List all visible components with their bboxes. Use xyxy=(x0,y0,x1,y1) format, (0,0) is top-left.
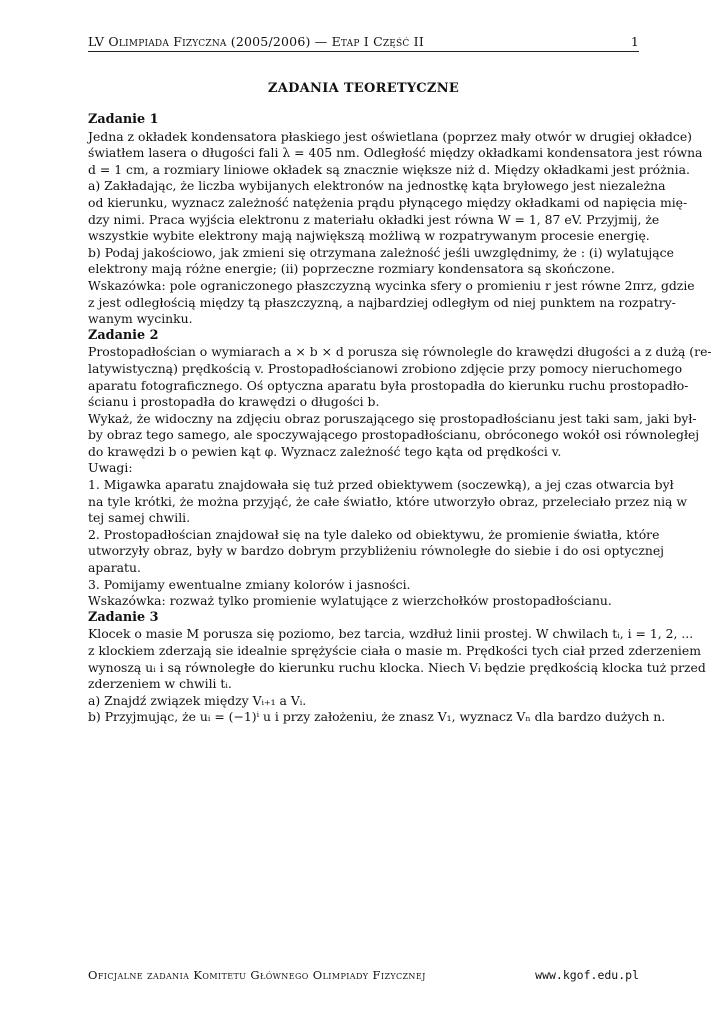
task-section xyxy=(88,112,703,328)
text-line: latywistyczną) prędkością v. Prostopadłościanowi zrobiono zdjęcie przy pomocy nieruchomego xyxy=(88,360,683,376)
text-line: by obraz tego samego, ale spoczywającego prostopadłościanu, obróconego wokół osi równoległej xyxy=(88,427,700,443)
text-line: światłem lasera o długości fali λ = 405 nm. Odległość między okładkami kondensatora jest równa xyxy=(88,145,703,161)
text-line: z klockiem zderzają sie idealnie sprężyście ciała o masie m. Prędkości tych ciał przed zderzeniem xyxy=(88,643,701,658)
page-header xyxy=(88,34,639,49)
text-line: ścianu i prostopadła do krawędzi o długości b. xyxy=(88,394,380,410)
text-line: 3. Pomijamy ewentualne zmiany kolorów i jasności. xyxy=(88,576,411,592)
page-title: ZADANIA TEORETYCZNE xyxy=(267,81,460,96)
footer-url[interactable]: www.kgof.edu.pl xyxy=(535,968,639,982)
text-line: na tyle krótki, że można przyjąć, że całe światło, które utworzyło obraz, przeleciało przez nią w xyxy=(88,493,687,509)
text-line: dzy nimi. Praca wyjścia elektronu z materiału okładki jest równa W = 1, 87 eV. Przyjmij, że xyxy=(88,211,660,227)
task-section xyxy=(88,327,712,610)
text-line: aparatu. xyxy=(88,560,141,576)
page-footer xyxy=(88,968,639,982)
text-line: wanym wycinku. xyxy=(88,311,193,327)
text-line: utworzyły obraz, były w bardzo dobrym przybliżeniu równoległe do siebie i do osi optycznej xyxy=(88,543,665,559)
task-heading: Zadanie 1 xyxy=(88,112,159,127)
text-line: a) Znajdź związek między Vᵢ₊₁ a Vᵢ. xyxy=(88,692,307,708)
text-line: Prostopadłościan o wymiarach a × b × d porusza się równolegle do krawędzi długości a z dużą (re- xyxy=(88,344,712,360)
text-line: Uwagi: xyxy=(88,460,133,476)
page-number: 1 xyxy=(630,34,639,49)
task-heading: Zadanie 3 xyxy=(88,609,159,625)
text-line: aparatu fotograficznego. Oś optyczna aparatu była prostopadła do kierunku ruchu prostopadło- xyxy=(88,377,689,393)
text-line: b) Podaj jakościowo, jak zmieni się otrzymana zależność jeśli uwzględnimy, że : (i) wylatujące xyxy=(88,244,674,260)
text-line: Jedna z okładek kondensatora płaskiego jest oświetlana (poprzez mały otwór w drugiej okładce) xyxy=(88,128,693,144)
text-line: do krawędzi b o pewien kąt φ. Wyznacz zależność tego kąta od prędkości v. xyxy=(88,443,562,459)
task-section xyxy=(88,609,706,726)
text-line: 1. Migawka aparatu znajdowała się tuż przed obiektywem (soczewką), a jej czas otwarcia był xyxy=(88,477,674,493)
text-line: 2. Prostopadłościan znajdował się na tyle daleko od obiektywu, że promienie światła, które xyxy=(88,526,660,542)
text-line: wynoszą uᵢ i są równoległe do kierunku ruchu klocka. Niech Vᵢ będzie prędkością klocka tuż przed xyxy=(88,659,706,675)
text-line: a) Zakładając, że liczba wybijanych elektronów na jednostkę kąta bryłowego jest niezależna xyxy=(88,178,666,194)
text-line: d = 1 cm, a rozmiary liniowe okładek są znacznie większe niż d. Między okładkami jest próżnia. xyxy=(88,161,690,177)
text-line: elektrony mają różne energie; (ii) poprzeczne rozmiary kondensatora są skończone. xyxy=(88,261,615,277)
text-line: tej samej chwili. xyxy=(88,510,191,526)
text-line: wszystkie wybite elektrony mają największą możliwą w rozpatrywanym procesie energię. xyxy=(88,228,650,244)
footer-title: Oficjalne zadania Komitetu Głównego Olimpiady Fizycznej xyxy=(88,968,426,982)
document-body xyxy=(88,112,712,726)
text-line: Wskazówka: rozważ tylko promienie wylatujące z wierzchołków prostopadłościanu. xyxy=(88,593,612,609)
header-rule xyxy=(88,51,639,52)
text-line: zderzeniem w chwili tᵢ. xyxy=(88,676,232,692)
text-line: Klocek o masie M porusza się poziomo, bez tarcia, wzdłuż linii prostej. W chwilach tᵢ, i = 1, 2, ... xyxy=(88,626,694,642)
text-line: Wskazówka: pole ograniczonego płaszczyzną wycinka sfery o promieniu r jest równe 2πrz, gdzie xyxy=(88,277,695,293)
text-line: od kierunku, wyznacz zależność natężenia prądu płynącego między okładkami od napięcia mię- xyxy=(88,194,688,210)
header-title: LV Olimpiada Fizyczna (2005/2006) — Etap I Część II xyxy=(88,34,424,49)
text-line: Wykaż, że widoczny na zdjęciu obraz poruszającego się prostopadłościanu jest taki sam, jaki był- xyxy=(88,410,697,426)
text-line: z jest odległością między tą płaszczyzną, a najbardziej odległym od niej punktem na rozpatry- xyxy=(88,294,676,310)
task-heading: Zadanie 2 xyxy=(88,327,159,343)
text-line: b) Przyjmując, że uᵢ = (−1)ⁱ u i przy założeniu, że znasz V₁, wyznacz Vₙ dla bardzo dużych n. xyxy=(88,709,666,725)
